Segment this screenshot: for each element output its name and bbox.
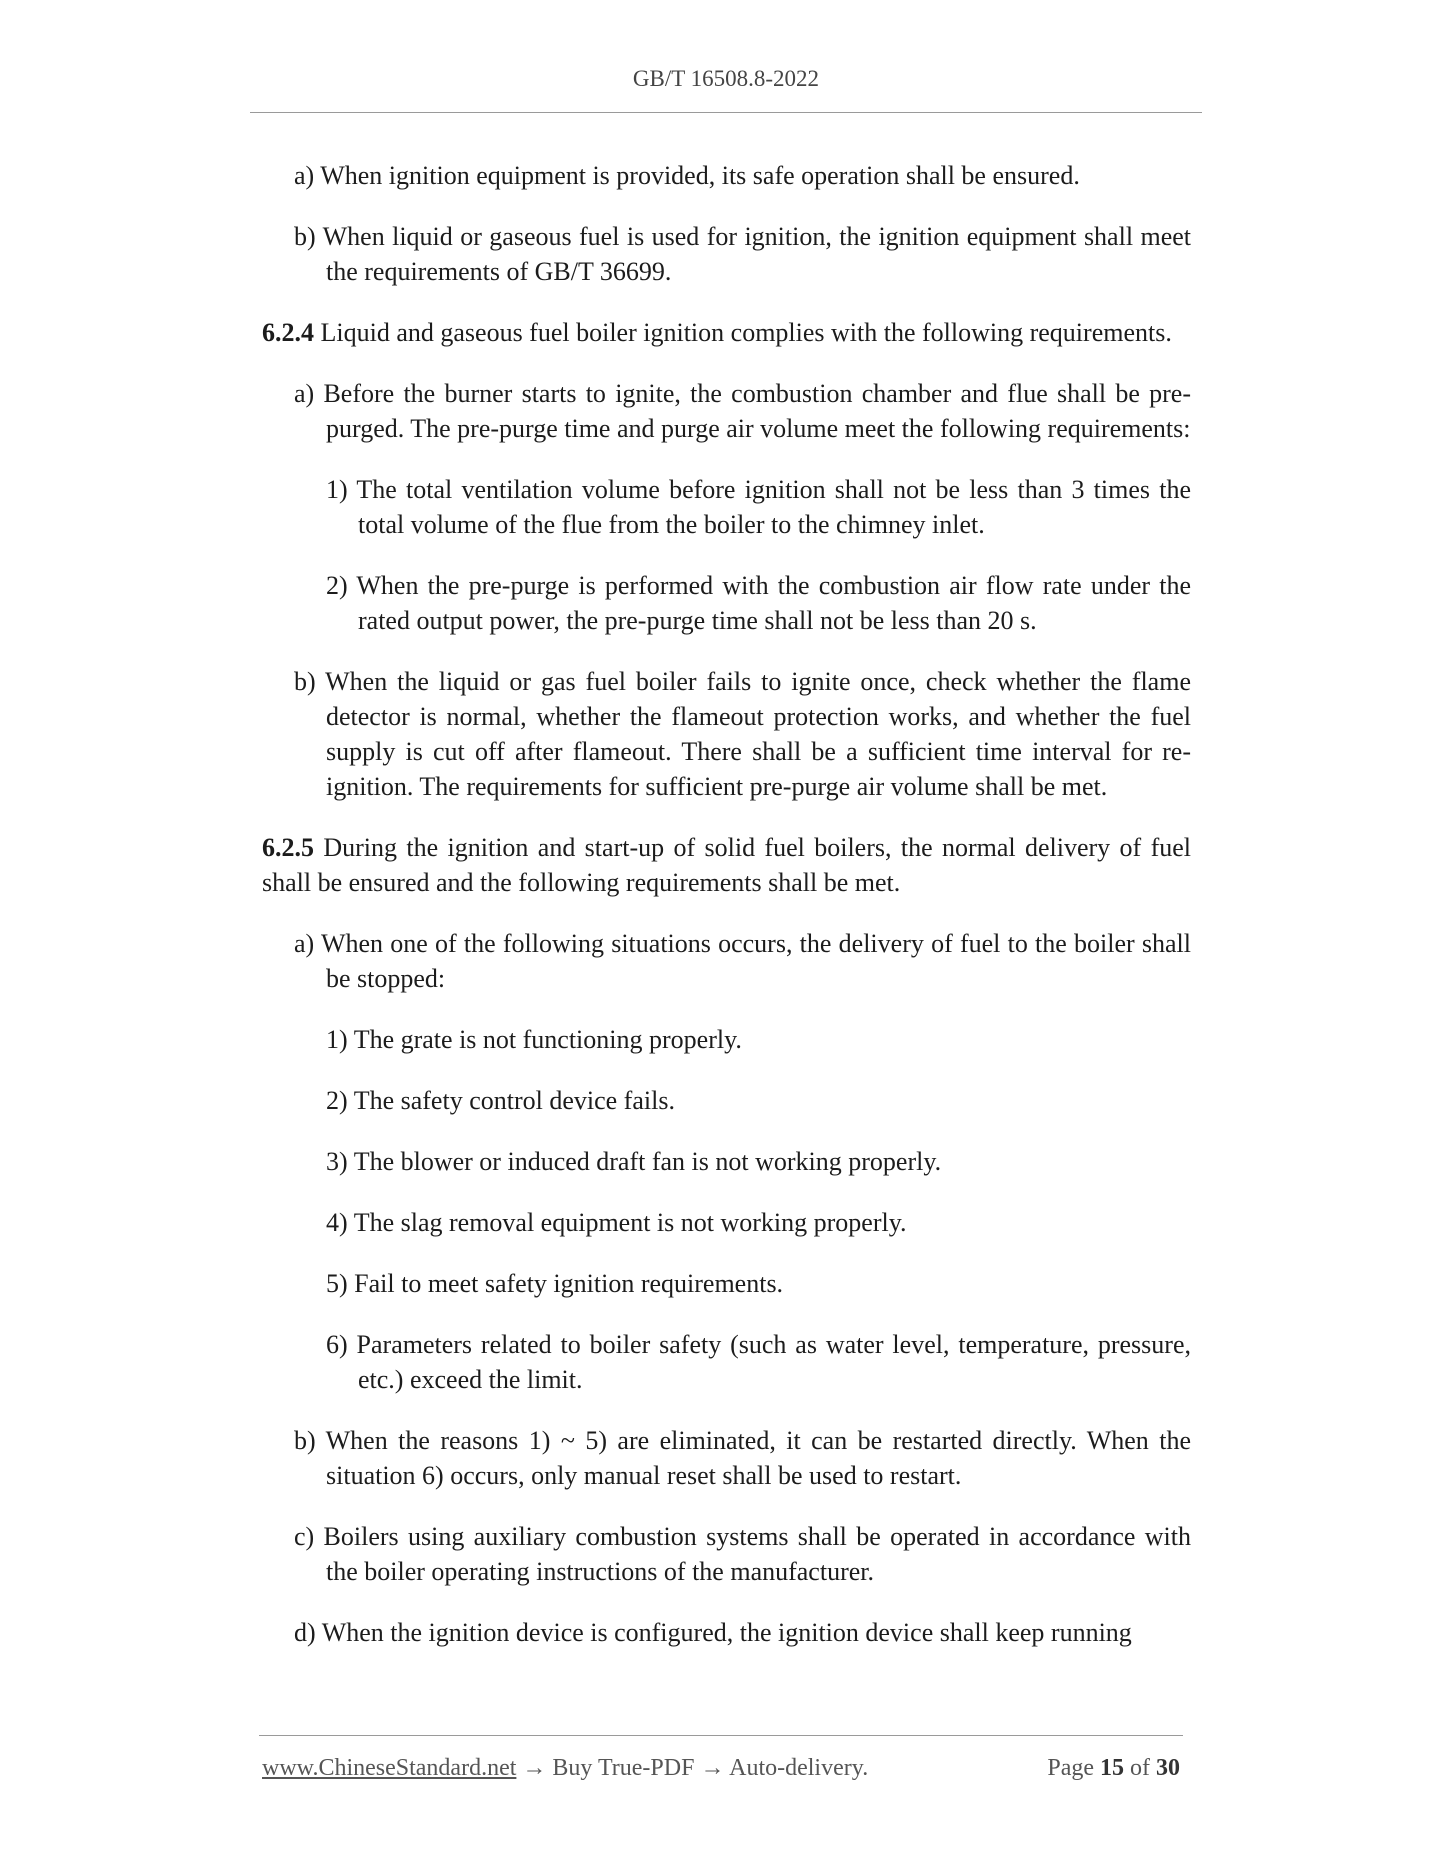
clause-paragraph xyxy=(262,315,1191,350)
list-item: b) When the reasons 1) ~ 5) are eliminated, it can be restarted directly. When the situation 6) occurs, only manual reset shall be used to restart. xyxy=(294,1426,1191,1490)
list-item: b) When the liquid or gas fuel boiler fails to ignite once, check whether the flame detector is normal, whether the flameout protection works, and whether the fuel supply is cut off after flameout. There shall be a sufficient time interval for re-ignition. The requirements for sufficient pre-purge air volume shall be met. xyxy=(294,667,1191,801)
list-item: c) Boilers using auxiliary combustion systems shall be operated in accordance with the boiler operating instructions of the manufacturer. xyxy=(294,1522,1191,1586)
footer-promo xyxy=(262,1755,868,1782)
page-label: Page xyxy=(1047,1755,1100,1781)
sub-list-item: 2) When the pre-purge is performed with the combustion air flow rate under the rated output power, the pre-purge time shall not be less than 20 s. xyxy=(326,571,1191,635)
document-body xyxy=(262,158,1191,1676)
clause-number: 6.2.4 xyxy=(262,318,314,347)
page-total: 30 xyxy=(1156,1755,1180,1781)
list-item: a) When one of the following situations occurs, the delivery of fuel to the boiler shall be stopped: xyxy=(294,929,1191,993)
clause-text: During the ignition and start-up of solid fuel boilers, the normal delivery of fuel shall be ensured and the following requirements shall be met. xyxy=(262,833,1191,897)
header-divider xyxy=(250,112,1202,113)
list-item: d) When the ignition device is configured, the ignition device shall keep running xyxy=(294,1618,1132,1647)
list-item: a) When ignition equipment is provided, its safe operation shall be ensured. xyxy=(294,161,1080,190)
page-of-label: of xyxy=(1124,1755,1156,1781)
sub-list-item: 3) The blower or induced draft fan is not working properly. xyxy=(326,1147,942,1176)
footer-divider xyxy=(259,1735,1183,1736)
sub-list-item: 5) Fail to meet safety ignition requirements. xyxy=(326,1269,784,1298)
sub-list-item: 2) The safety control device fails. xyxy=(326,1086,675,1115)
clause-text: Liquid and gaseous fuel boiler ignition complies with the following requirements. xyxy=(314,318,1172,347)
page-indicator xyxy=(1047,1755,1180,1782)
sub-list-item: 4) The slag removal equipment is not working properly. xyxy=(326,1208,907,1237)
sub-list-item: 6) Parameters related to boiler safety (such as water level, temperature, pressure, etc.) exceed the limit. xyxy=(326,1330,1191,1394)
page-number: 15 xyxy=(1100,1755,1124,1781)
list-item: a) Before the burner starts to ignite, the combustion chamber and flue shall be pre-purged. The pre-purge time and purge air volume meet the following requirements: xyxy=(294,379,1191,443)
clause-paragraph xyxy=(262,830,1191,900)
clause-number: 6.2.5 xyxy=(262,833,314,862)
document-header: GB/T 16508.8-2022 xyxy=(632,66,820,91)
sub-list-item: 1) The grate is not functioning properly. xyxy=(326,1025,742,1054)
footer-promo-text: → Buy True-PDF → Auto-delivery. xyxy=(516,1755,869,1781)
list-item: b) When liquid or gaseous fuel is used for ignition, the ignition equipment shall meet the requirements of GB/T 36699. xyxy=(294,222,1191,286)
website-link[interactable]: www.ChineseStandard.net xyxy=(262,1755,517,1781)
sub-list-item: 1) The total ventilation volume before ignition shall not be less than 3 times the total volume of the flue from the boiler to the chimney inlet. xyxy=(326,475,1191,539)
